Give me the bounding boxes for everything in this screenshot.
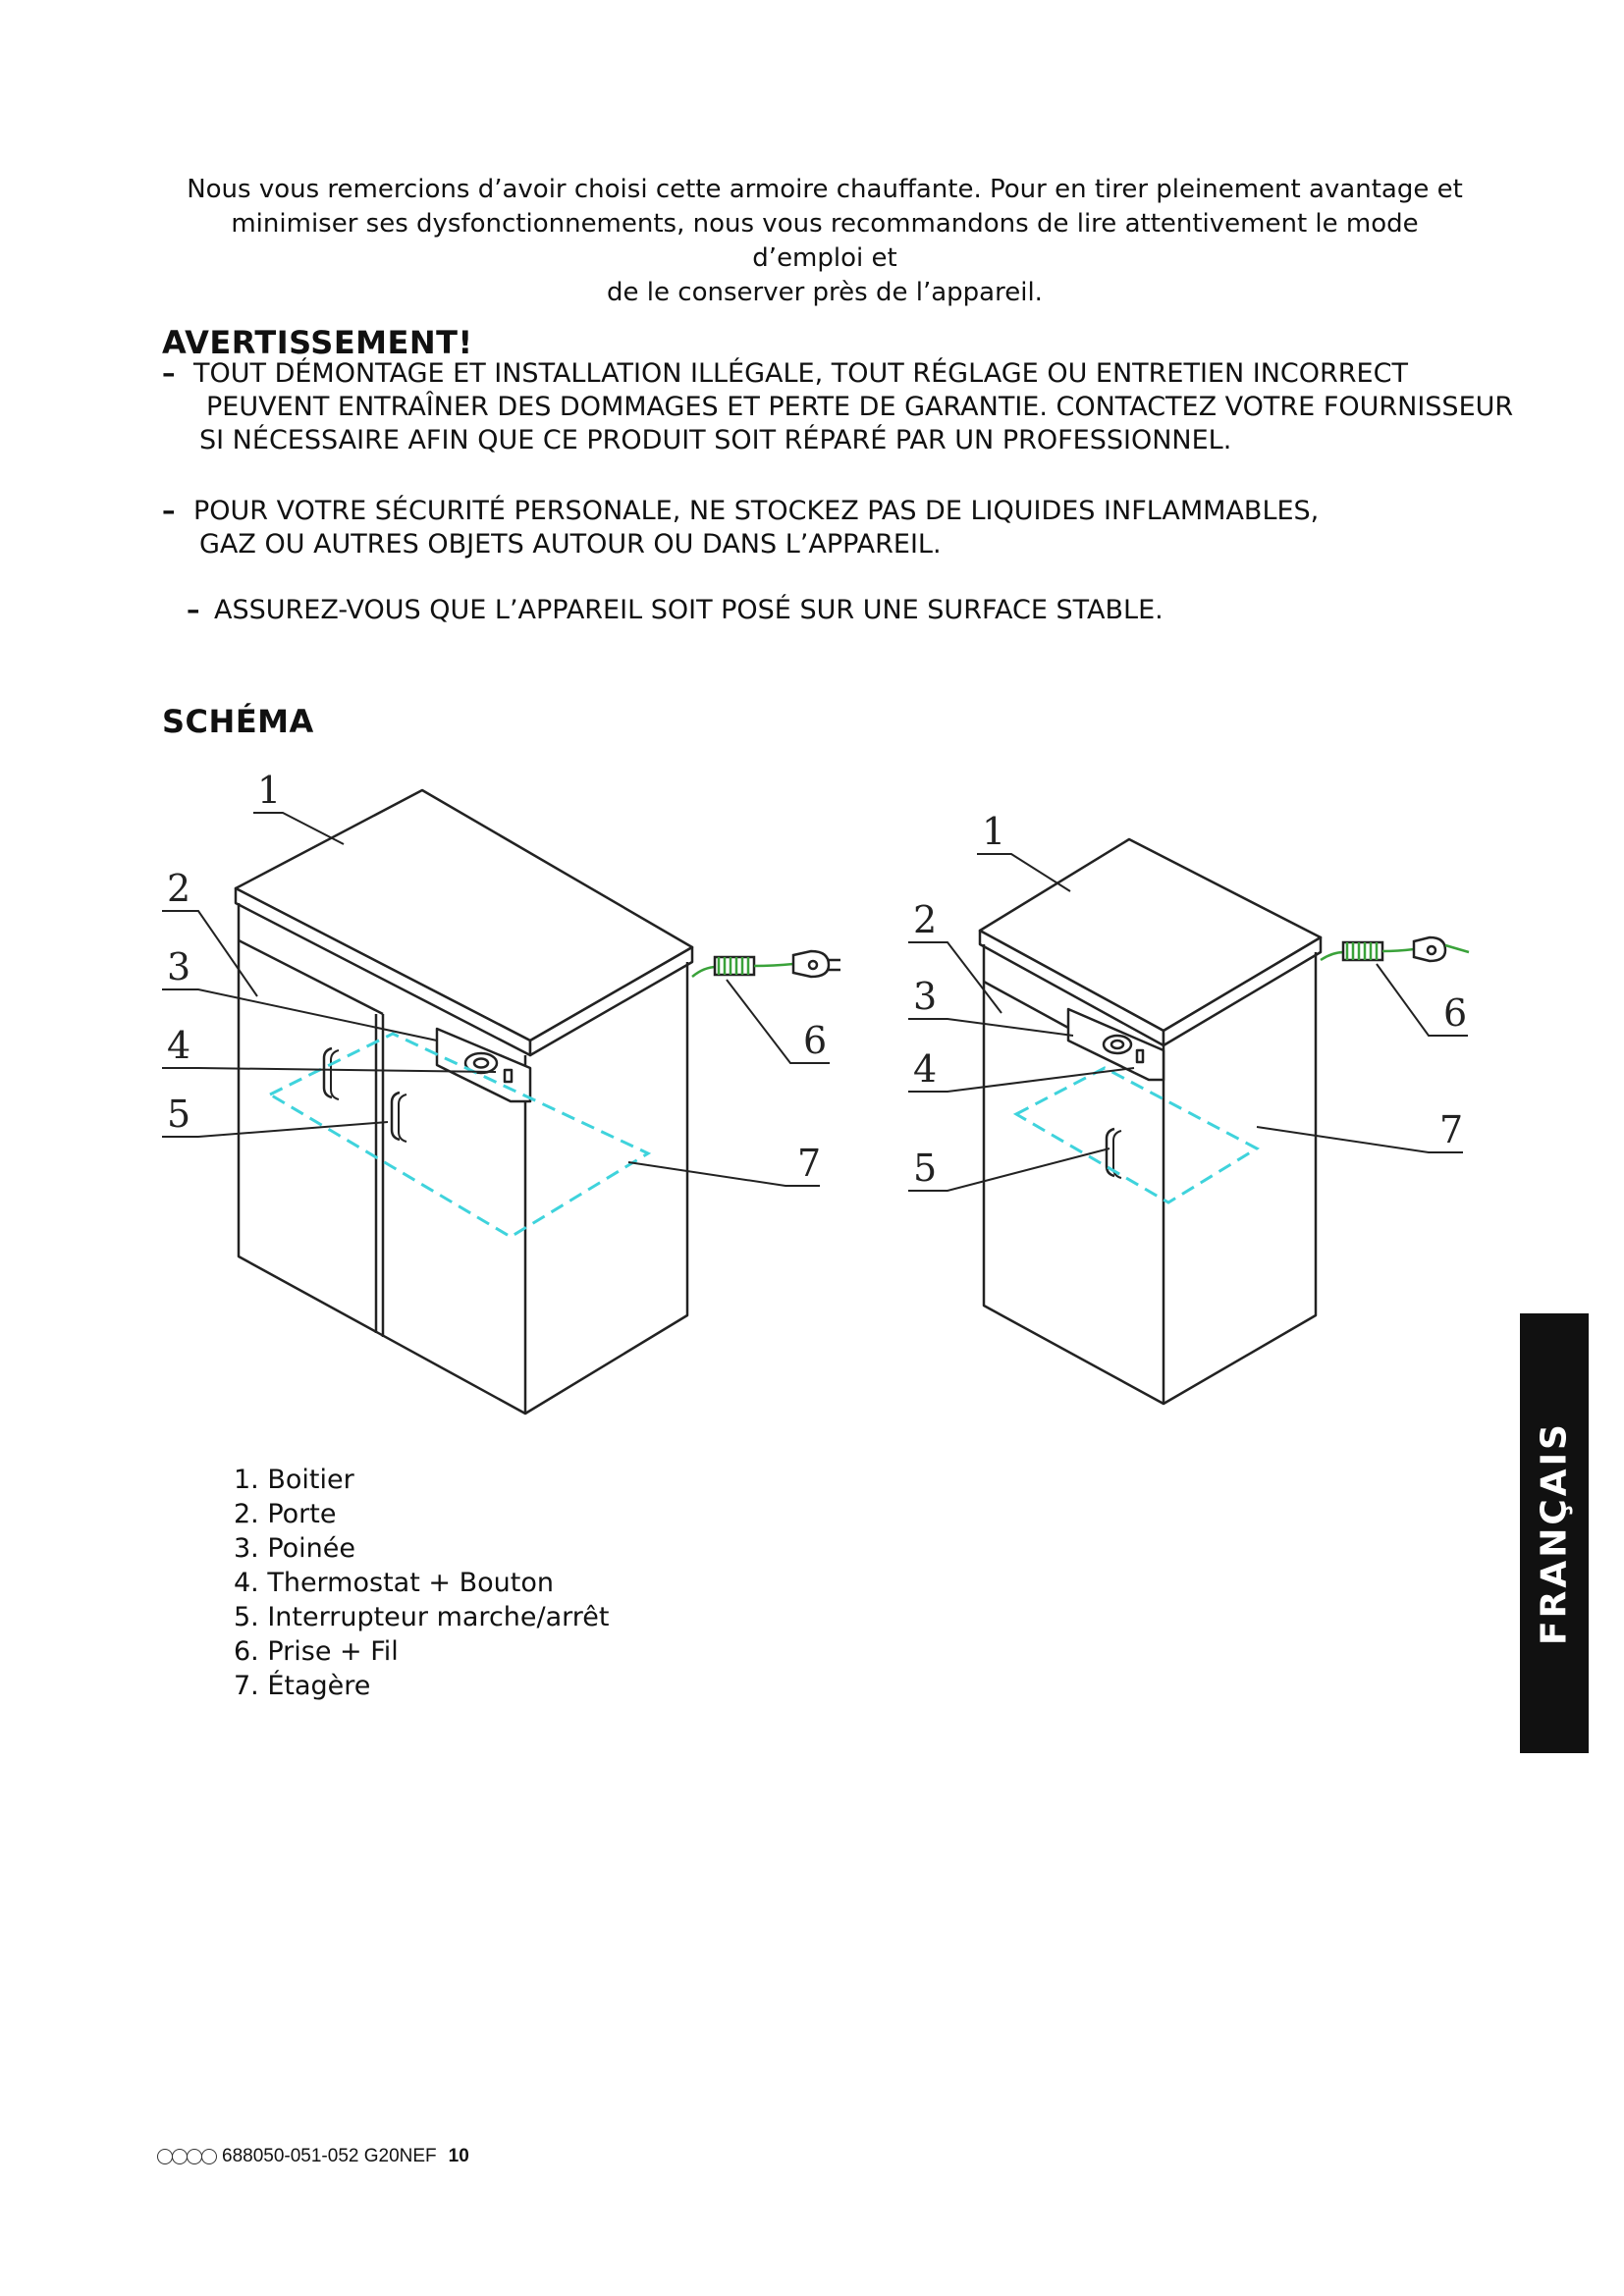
legend-item: 7. Étagère	[234, 1671, 371, 1701]
schema-title: SCHÉMA	[162, 703, 314, 740]
callout-3: 3	[913, 975, 938, 1018]
callout-2: 2	[167, 867, 191, 910]
warning-title: AVERTISSEMENT!	[162, 324, 473, 361]
callout-7: 7	[1439, 1108, 1464, 1151]
callout-2: 2	[913, 898, 938, 941]
intro-line: Nous vous remercions d’avoir choisi cette armoire chauffante. Pour en tirer pleinement avantage et	[187, 175, 1463, 204]
warning-text: PEUVENT ENTRAÎNER DES DOMMAGES ET PERTE DE GARANTIE. CONTACTEZ VOTRE FOURNISSEUR	[206, 392, 1514, 422]
right-cabinet	[980, 839, 1321, 1404]
language-tab-label: FRANÇAIS	[1534, 1421, 1575, 1645]
warning-text: POUR VOTRE SÉCURITÉ PERSONALE, NE STOCKEZ PAS DE LIQUIDES INFLAMMABLES,	[193, 496, 1320, 526]
callout-1: 1	[257, 769, 282, 812]
right-power-cord	[1321, 937, 1469, 961]
callout-3: 3	[167, 945, 191, 988]
left-power-cord	[692, 951, 840, 977]
circles-logo-icon	[157, 2149, 216, 2164]
warning-text: SI NÉCESSAIRE AFIN QUE CE PRODUIT SOIT RÉPARÉ PAR UN PROFESSIONNEL.	[199, 425, 1232, 455]
warning-text: ASSUREZ-VOUS QUE L’APPAREIL SOIT POSÉ SUR UNE SURFACE STABLE.	[214, 595, 1164, 625]
callout-1: 1	[982, 810, 1006, 853]
legend-item: 5. Interrupteur marche/arrêt	[234, 1602, 610, 1632]
intro-line: minimiser ses dysfonctionnements, nous vous recommandons de lire attentivement le mode d’emploi et	[231, 209, 1419, 273]
language-tab	[1520, 1313, 1589, 1753]
page-number: 10	[448, 2146, 469, 2166]
legend-item: 1. Boitier	[234, 1465, 354, 1495]
callout-4: 4	[913, 1047, 938, 1091]
warning-item	[187, 594, 1561, 627]
bullet-dash: –	[162, 496, 176, 526]
legend-item: 4. Thermostat + Bouton	[234, 1568, 554, 1598]
callout-6: 6	[803, 1019, 828, 1062]
right-shelf-outline	[1016, 1068, 1257, 1202]
legend-item: 6. Prise + Fil	[234, 1636, 399, 1667]
warning-text: TOUT DÉMONTAGE ET INSTALLATION ILLÉGALE, TOUT RÉGLAGE OU ENTRETIEN INCORRECT	[193, 358, 1408, 389]
cabinet-diagram	[0, 756, 1624, 1443]
warning-item	[162, 357, 1537, 457]
intro-line: de le conserver près de l’appareil.	[607, 278, 1043, 307]
legend-item: 3. Poinée	[234, 1533, 356, 1564]
warning-text: GAZ OU AUTRES OBJETS AUTOUR OU DANS L’APPAREIL.	[199, 529, 942, 560]
callout-6: 6	[1443, 991, 1468, 1035]
document-code: 688050-051-052 G20NEF	[222, 2146, 437, 2166]
bullet-dash: –	[187, 595, 200, 625]
callout-5: 5	[913, 1147, 938, 1190]
callout-5: 5	[167, 1093, 191, 1136]
page-footer	[157, 2146, 469, 2167]
left-cabinet	[236, 790, 692, 1414]
intro-paragraph	[187, 173, 1463, 310]
parts-legend	[234, 1463, 609, 1703]
warning-item	[162, 495, 1537, 561]
bullet-dash: –	[162, 358, 176, 389]
callout-4: 4	[167, 1024, 191, 1067]
legend-item: 2. Porte	[234, 1499, 337, 1529]
callout-7: 7	[797, 1142, 822, 1185]
